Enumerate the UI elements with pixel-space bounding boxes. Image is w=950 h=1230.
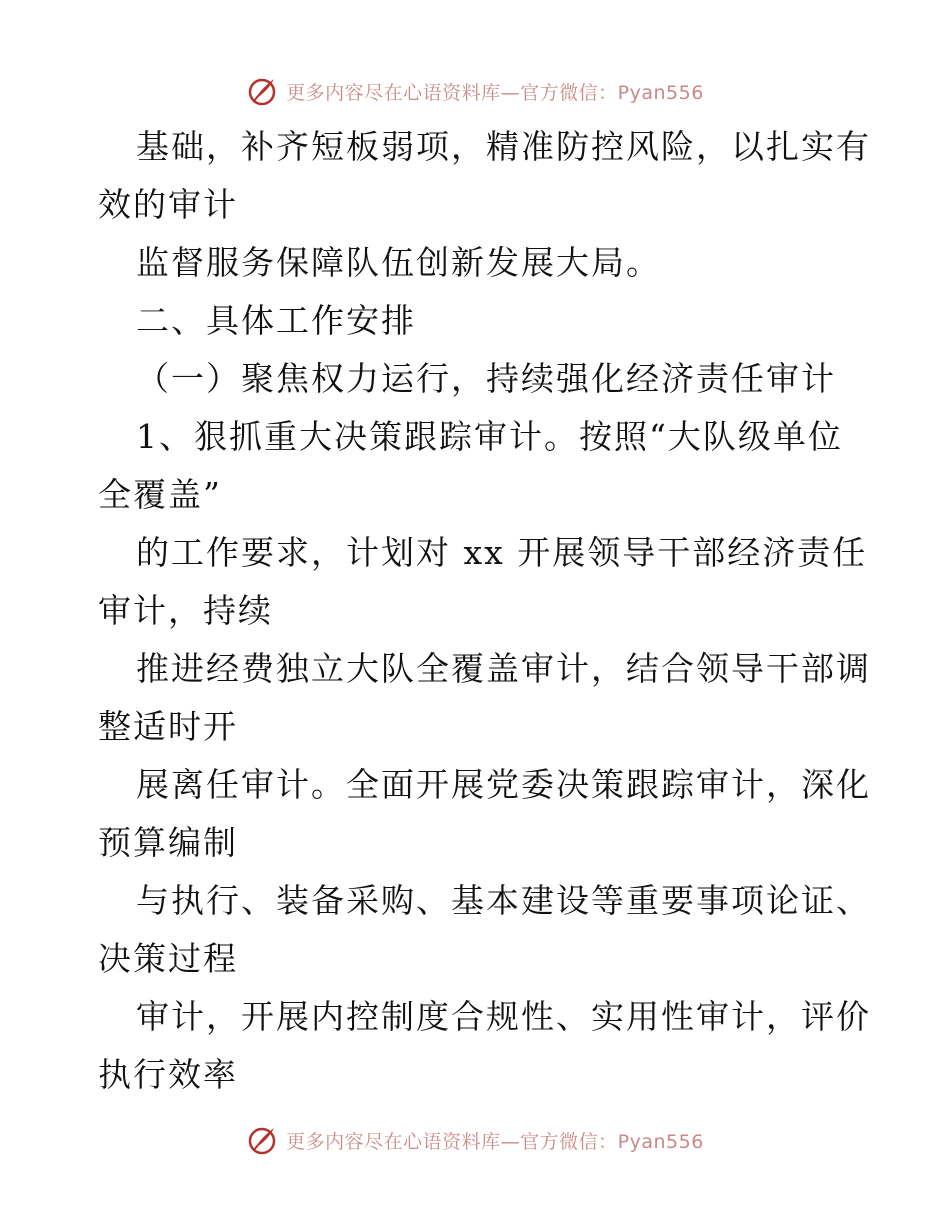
- paragraph-line: 整适时开: [98, 707, 238, 746]
- banner-text: 更多内容尽在心语资料库—官方微信：Pyan556: [286, 81, 704, 104]
- header-banner: [0, 71, 950, 111]
- paragraph-line: 审计，开展内控制度合规性、实用性审计，评价: [136, 997, 871, 1036]
- paragraph-line: 的工作要求，计划对 xx 开展领导干部经济责任: [136, 533, 868, 572]
- footer-banner: [0, 1120, 950, 1160]
- document-body: [98, 118, 871, 1104]
- paragraph-line: 效的审计: [98, 185, 238, 224]
- paragraph-line: 决策过程: [98, 939, 238, 978]
- banner-text: 更多内容尽在心语资料库—官方微信：Pyan556: [286, 1130, 704, 1153]
- paragraph-line: 基础，补齐短板弱项，精准防控风险，以扎实有: [136, 127, 871, 166]
- paragraph-line: 全覆盖”: [98, 475, 222, 514]
- subsection-heading: （一）聚焦权力运行，持续强化经济责任审计: [136, 359, 836, 398]
- paragraph-line: 1、狠抓重大决策跟踪审计。按照“大队级单位: [136, 417, 843, 456]
- paragraph-line: 展离任审计。全面开展党委决策跟踪审计，深化: [136, 765, 871, 804]
- paragraph-line: 执行效率: [98, 1055, 238, 1094]
- paragraph-line: 与执行、装备采购、基本建设等重要事项论证、: [136, 881, 871, 920]
- section-heading: 二、具体工作安排: [136, 301, 416, 340]
- paragraph-line: 监督服务保障队伍创新发展大局。: [136, 243, 661, 282]
- paragraph-line: 推进经费独立大队全覆盖审计，结合领导干部调: [136, 649, 871, 688]
- paragraph-line: 审计，持续: [98, 591, 273, 630]
- feather-pen-logo-icon: [246, 1124, 278, 1156]
- paragraph-line: 预算编制: [98, 823, 238, 862]
- feather-pen-logo-icon: [246, 75, 278, 107]
